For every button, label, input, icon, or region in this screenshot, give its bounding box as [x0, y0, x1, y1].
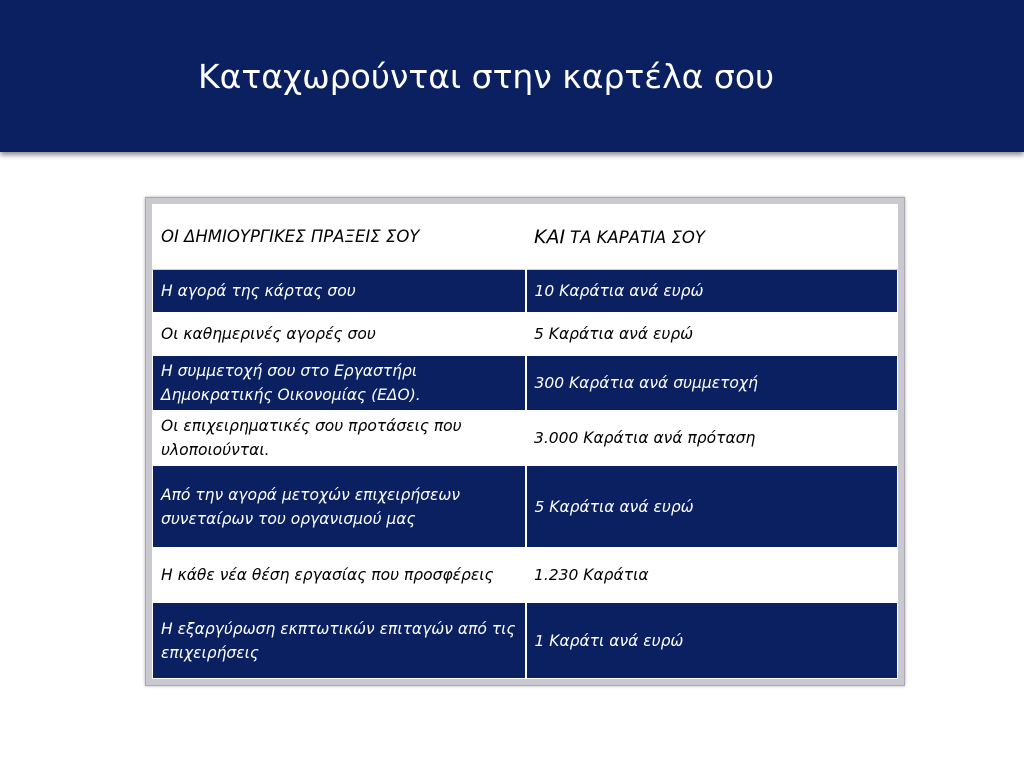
header-actions [153, 205, 526, 270]
header-carats [526, 205, 898, 270]
action-cell: Οι επιχειρηματικές σου προτάσεις που υλοποιούνται. [153, 411, 526, 466]
header-carats-label: ΤΑ ΚΑΡΑΤΙΑ ΣΟΥ [570, 227, 705, 247]
action-cell: Η αγορά της κάρτας σου [153, 270, 526, 313]
table-header-row [153, 205, 898, 270]
action-cell: Η κάθε νέα θέση εργασίας που προσφέρεις [153, 548, 526, 603]
reward-cell: 3.000 Καράτια ανά πρόταση [526, 411, 898, 466]
title-banner [0, 0, 1024, 152]
table-row [153, 356, 898, 411]
reward-cell: 1.230 Καράτια [526, 548, 898, 603]
reward-cell: 300 Καράτια ανά συμμετοχή [526, 356, 898, 411]
header-actions-label: ΟΙ ΔΗΜΙΟΥΡΓΙΚΕΣ ΠΡΑΞΕΙΣ ΣΟΥ [161, 227, 420, 246]
table-row [153, 411, 898, 466]
reward-cell: 5 Καράτια ανά ευρώ [526, 466, 898, 548]
table-row [153, 548, 898, 603]
reward-cell: 10 Καράτια ανά ευρώ [526, 270, 898, 313]
action-cell: Η εξαργύρωση εκπτωτικών επιταγών από τις επιχειρήσεις [153, 603, 526, 679]
table-row [153, 603, 898, 679]
rewards-table [152, 204, 898, 679]
action-cell: Από την αγορά μετοχών επιχειρήσεων συνεταίρων του οργανισμού μας [153, 466, 526, 548]
slide-title: Καταχωρούνται στην καρτέλα σου [198, 57, 775, 96]
rewards-table-frame [145, 197, 905, 686]
reward-cell: 5 Καράτια ανά ευρώ [526, 313, 898, 356]
table-row [153, 466, 898, 548]
reward-cell: 1 Καράτι ανά ευρώ [526, 603, 898, 679]
action-cell: Η συμμετοχή σου στο Εργαστήρι Δημοκρατικής Οικονομίας (ΕΔΟ). [153, 356, 526, 411]
table-row [153, 313, 898, 356]
table-row [153, 270, 898, 313]
action-cell: Οι καθημερινές αγορές σου [153, 313, 526, 356]
header-carats-prefix: ΚΑΙ [534, 225, 566, 248]
